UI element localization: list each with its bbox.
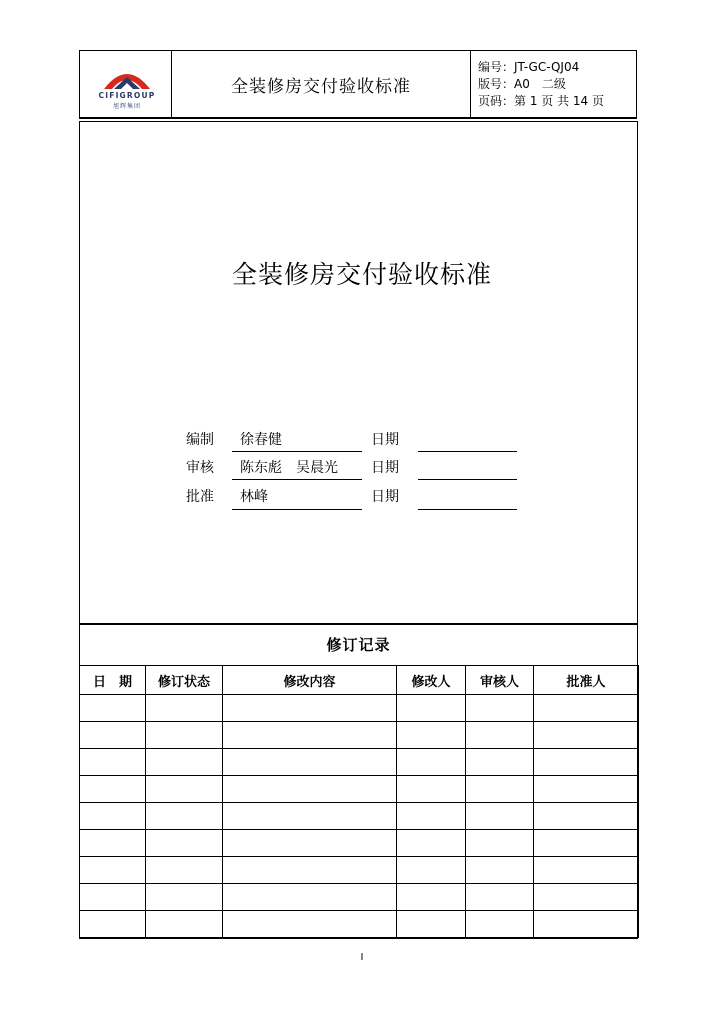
table-cell (397, 695, 466, 722)
table-row (80, 722, 639, 749)
table-cell (397, 830, 466, 857)
company-logo-icon (102, 65, 152, 91)
table-cell (534, 803, 639, 830)
table-cell (534, 695, 639, 722)
signoff-row (0, 486, 724, 510)
signoff-name-line (232, 451, 362, 452)
table-cell (397, 857, 466, 884)
doc-code: 编号：JT-GC-QJ04 (478, 60, 580, 74)
table-row (80, 695, 639, 722)
col-modifier: 修改人 (397, 666, 466, 695)
table-cell (223, 776, 397, 803)
signoff-date-label: 日期 (371, 489, 399, 505)
signoff-date-line (418, 479, 517, 480)
table-cell (146, 857, 223, 884)
table-cell (80, 749, 146, 776)
table-cell (80, 857, 146, 884)
signoff-row (0, 429, 724, 453)
document-title: 全装修房交付验收标准 (231, 260, 492, 289)
table-row (80, 857, 639, 884)
table-cell (146, 830, 223, 857)
table-cell (466, 803, 534, 830)
signoff-row (0, 457, 724, 481)
table-cell (534, 884, 639, 911)
table-cell (397, 722, 466, 749)
table-cell (534, 776, 639, 803)
table-cell (466, 776, 534, 803)
signoff-name: 徐春健 (240, 432, 282, 448)
table-cell (146, 911, 223, 938)
table-cell (466, 695, 534, 722)
table-row (80, 911, 639, 938)
document-header (79, 50, 637, 118)
signoff-date-label: 日期 (371, 460, 399, 476)
table-cell (80, 803, 146, 830)
revision-table (79, 665, 639, 938)
revision-body (80, 695, 639, 938)
table-cell (223, 857, 397, 884)
table-cell (80, 695, 146, 722)
table-row (80, 830, 639, 857)
header-meta (471, 51, 636, 117)
table-cell (534, 830, 639, 857)
table-row (80, 884, 639, 911)
revision-header-row (80, 666, 639, 695)
signoff-date-line (418, 509, 517, 510)
table-cell (466, 722, 534, 749)
table-cell (397, 749, 466, 776)
table-cell (397, 884, 466, 911)
col-status: 修订状态 (146, 666, 223, 695)
table-cell (146, 722, 223, 749)
table-cell (466, 911, 534, 938)
table-cell (397, 911, 466, 938)
table-cell (80, 722, 146, 749)
table-cell (223, 830, 397, 857)
table-row (80, 749, 639, 776)
revision-title: 修订记录 (326, 636, 391, 654)
table-cell (80, 830, 146, 857)
page-number: I (360, 952, 364, 963)
table-cell (397, 776, 466, 803)
table-cell (223, 749, 397, 776)
col-content: 修改内容 (223, 666, 397, 695)
table-cell (534, 857, 639, 884)
col-date: 日 期 (80, 666, 146, 695)
signoff-label: 编制 (186, 432, 214, 448)
table-row (80, 776, 639, 803)
doc-page: 页码：第 1 页 共 14 页 (478, 94, 604, 108)
revision-divider (79, 623, 638, 625)
table-cell (146, 803, 223, 830)
table-cell (80, 911, 146, 938)
logo-cell (80, 51, 172, 117)
table-cell (146, 695, 223, 722)
table-cell (223, 884, 397, 911)
table-cell (534, 749, 639, 776)
signoff-name-line (232, 509, 362, 510)
table-cell (223, 803, 397, 830)
signoff-name: 陈东彪 吴晨光 (240, 460, 338, 476)
signoff-date-label: 日期 (371, 432, 399, 448)
logo-subtext: 旭辉集团 (112, 103, 141, 110)
signoff-name-line (232, 479, 362, 480)
table-cell (397, 803, 466, 830)
header-title: 全装修房交付验收标准 (172, 51, 471, 117)
table-cell (146, 749, 223, 776)
table-cell (466, 884, 534, 911)
table-cell (223, 695, 397, 722)
logo-text: CIFIGROUP (98, 91, 156, 100)
table-cell (223, 722, 397, 749)
signoff-name: 林峰 (240, 489, 268, 505)
table-cell (466, 830, 534, 857)
doc-version: 版号：A0 二级 (478, 77, 566, 91)
table-cell (146, 884, 223, 911)
col-approver: 批准人 (534, 666, 639, 695)
signoff-label: 批准 (186, 489, 214, 505)
table-row (80, 803, 639, 830)
table-cell (146, 776, 223, 803)
table-cell (466, 857, 534, 884)
col-reviewer: 审核人 (466, 666, 534, 695)
table-cell (80, 776, 146, 803)
signoff-date-line (418, 451, 517, 452)
header-divider (79, 117, 637, 119)
table-cell (80, 884, 146, 911)
signoff-label: 审核 (186, 460, 214, 476)
table-cell (466, 749, 534, 776)
table-cell (534, 911, 639, 938)
table-cell (534, 722, 639, 749)
table-cell (223, 911, 397, 938)
